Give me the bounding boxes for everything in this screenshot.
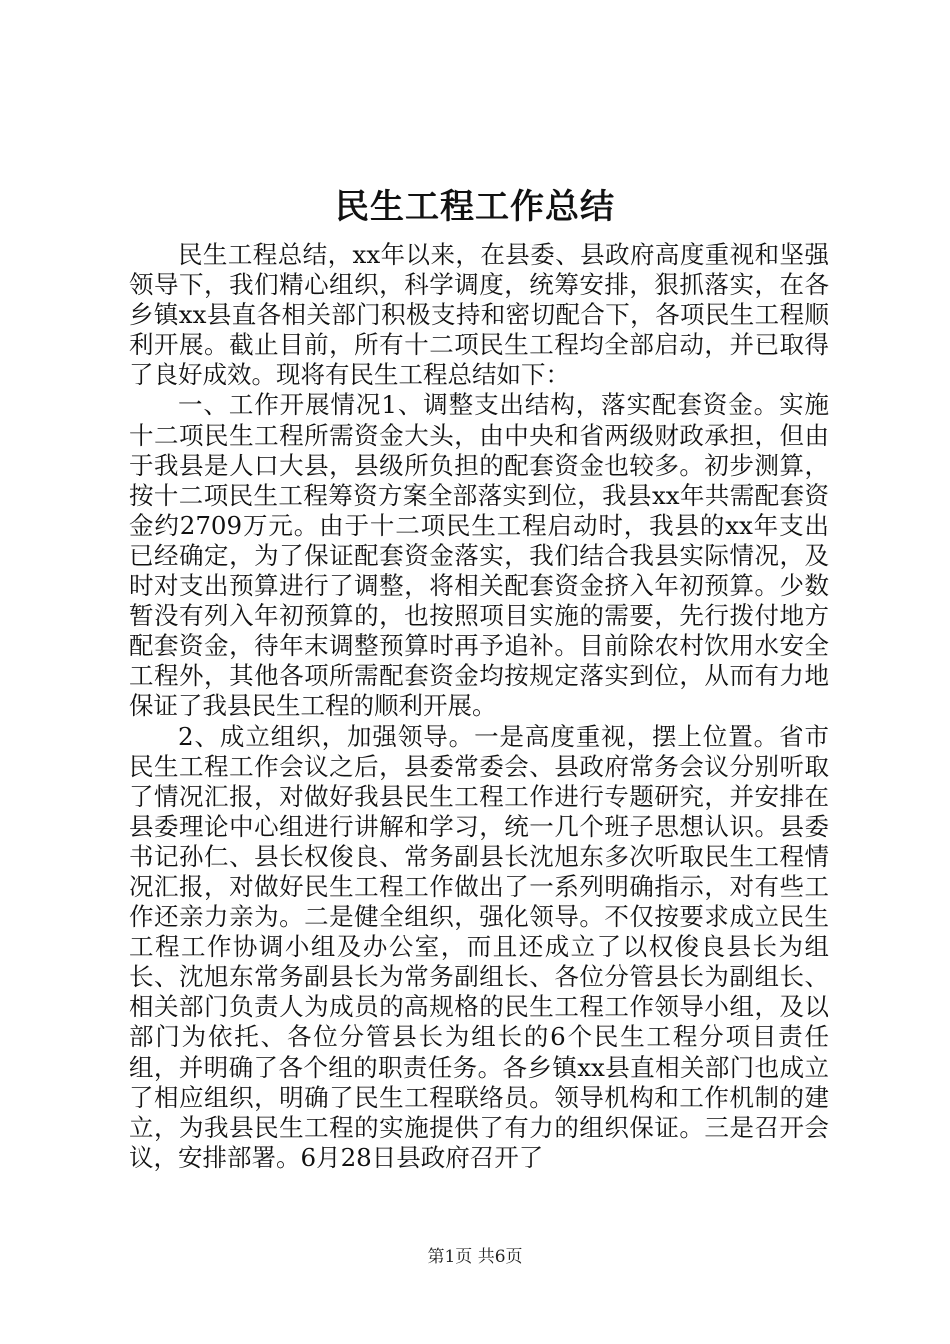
paragraph-section-2: 2、成立组织，加强领导。一是高度重视，摆上位置。省市民生工程工作会议之后，县委常委会、县政府常务会议分别听取了情况汇报，对做好我县民生工程工作进行专题研究，并安排在县委理论中心组进行讲解和学习，统一几个班子思想认识。县委书记孙仁、县长权俊良、常务副县长沈旭东多次听取民生工程情况汇报，对做好民生工程工作做出了一系列明确指示，对有些工作还亲力亲为。二是健全组织，强化领导。不仅按要求成立民生工程工作协调小组及办公室，而且还成立了以权俊良县长为组长、沈旭东常务副县长为常务副组长、各位分管县长为副组长、相关部门负责人为成员的高规格的民生工程工作领导小组，及以部门为依托、各位分管县长为组长的6个民生工程分项目责任组，并明确了各个组的职责任务。各乡镇xx县直相关部门也成立了相应组织，明确了民生工程联络员。领导机构和工作机制的建立，为我县民生工程的实施提供了有力的组织保证。三是召开会议，安排部署。6月28日县政府召开了 [129,721,829,1172]
paragraph-intro: 民生工程总结，xx年以来，在县委、县政府高度重视和坚强领导下，我们精心组织，科学调度，统筹安排，狠抓落实，在各乡镇xx县直各相关部门积极支持和密切配合下，各项民生工程顺利开展。截止目前，所有十二项民生工程均全部启动，并已取得了良好成效。现将有民生工程总结如下： [129,240,829,390]
document-title: 民生工程工作总结 [335,187,615,227]
paragraph-section-1: 一、工作开展情况1、调整支出结构，落实配套资金。实施十二项民生工程所需资金大头，由中央和省两级财政承担，但由于我县是人口大县，县级所负担的配套资金也较多。初步测算，按十二项民生工程筹资方案全部落实到位，我县xx年共需配套资金约2709万元。由于十二项民生工程启动时，我县的xx年支出已经确定，为了保证配套资金落实，我们结合我县实际情况，及时对支出预算进行了调整，将相关配套资金挤入年初预算。少数暂没有列入年初预算的，也按照项目实施的需要，先行拨付地方配套资金，待年末调整预算时再予追补。目前除农村饮用水安全工程外，其他各项所需配套资金均按规定落实到位，从而有力地保证了我县民生工程的顺利开展。 [129,390,829,721]
document-body [129,240,829,1173]
page-number-footer: 第1页 共6页 [427,1247,523,1267]
